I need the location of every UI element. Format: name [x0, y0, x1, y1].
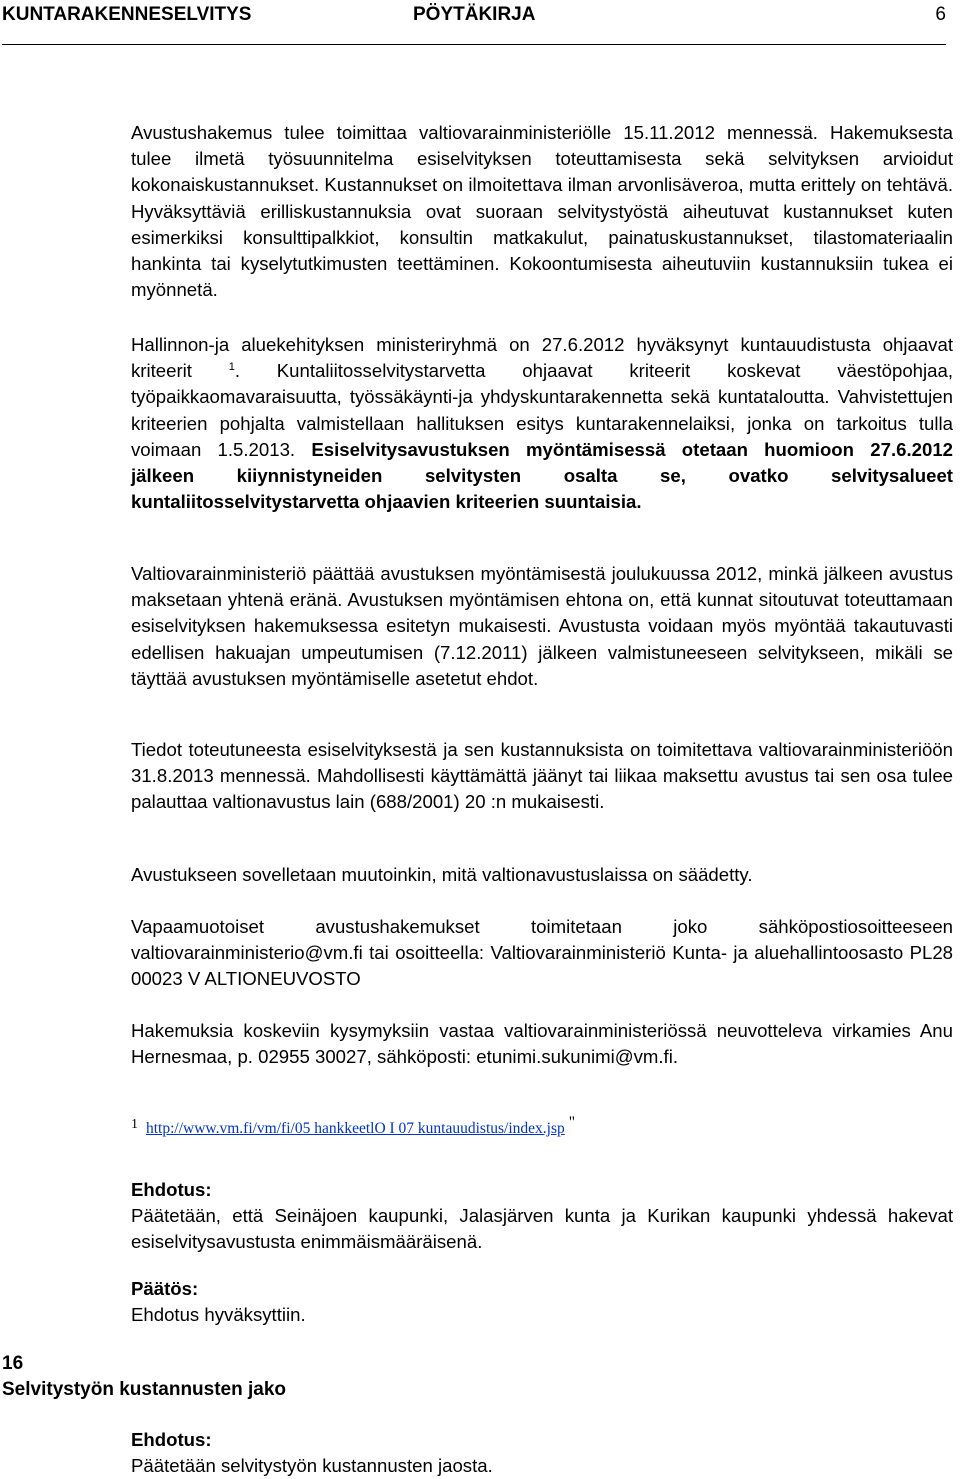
page-number: 6	[935, 4, 946, 25]
proposal-label: Ehdotus:	[131, 1429, 212, 1450]
paragraph-contact: Hakemuksia koskeviin kysymyksiin vastaa valtiovarainministeriössä neuvotteleva virkamies Anu Hernesmaa, p. 02955 30027, sähköposti: etunimi.sukunimi@vm.fi.	[131, 1020, 953, 1068]
header-title: KUNTARAKENNESELVITYS	[2, 4, 252, 25]
decision-text: Ehdotus hyväksyttiin.	[131, 1304, 306, 1326]
paragraph-grant-decision: Valtiovarainministeriö päättää avustuksen myöntämisestä joulukuussa 2012, minkä jälkeen avustus maksetaan yhtenä eränä. Avustuksen myöntämisen ehtona on, että kunnat sitoutuvat toteuttamaan esiselvityksen hakemuksessa esitetyn mukaisesti. Avustusta voidaan myös myöntää takautuvasti edellisen hakuajan umpeutumisen (7.12.2011) jälkeen valmistuneeseen selvitykseen, mikäli se täyttää avustuksen myöntämiselle asetetut ehdot.	[131, 563, 953, 689]
header-document-type: PÖYTÄKIRJA	[413, 4, 536, 25]
section-title: Selvitystyön kustannusten jako	[2, 1379, 287, 1400]
proposal-text: Päätetään, että Seinäjoen kaupunki, Jalasjärven kunta ja Kurikan kaupunki yhdessä hakevat esiselvitysavustusta enimmäismääräisenä.	[131, 1205, 953, 1253]
footnote-reference: 1	[228, 361, 235, 374]
decision-label: Päätös:	[131, 1278, 199, 1299]
proposal-text: Päätetään selvitystyön kustannusten jaosta.	[131, 1455, 493, 1477]
decision-block	[131, 1276, 953, 1328]
section-number: 16	[2, 1353, 24, 1374]
bold-emphasis: Esiselvitysavustuksen myöntämisessä otetaan huomioon 27.6.2012 jälkeen kiiynnistyneiden selvitysten osalta se, ovatko selvitysalueet kuntaliitosselvitystarvetta ohjaavien kriteerien suuntaisia.	[131, 438, 953, 513]
proposal-label: Ehdotus:	[131, 1179, 212, 1200]
paragraph-submission: Vapaamuotoiset avustushakemukset toimitetaan joko sähköpostiosoitteeseen valtiovarainministerio@vm.fi tai osoitteella: Valtiovarainministeriö Kunta- ja aluehallintoosasto PL28 00023 V ALTIONEUVOSTO	[131, 916, 953, 990]
header-rule	[2, 44, 946, 45]
footnote-trailing-quote: "	[568, 1114, 576, 1131]
paragraph-reporting: Tiedot toteutuneesta esiselvityksestä ja sen kustannuksista on toimitettava valtiovarainministeriöön 31.8.2013 mennessä. Mahdollisesti käyttämättä jäänyt tai liikaa maksettu avustus tai sen osa tulee palauttaa valtionavustus lain (688/2001) 20 :n mukaisesti.	[131, 739, 953, 813]
page-header	[2, 4, 946, 30]
paragraph-application-deadline: Avustushakemus tulee toimittaa valtiovarainministeriölle 15.11.2012 mennessä. Hakemuksesta tulee ilmetä työsuunnitelma esiselvityksen toteuttamisesta sekä selvityksen arvioidut kokonaiskustannukset. Kustannukset on ilmoitettava ilman arvonlisäveroa, mutta erittely on tehtävä. Hyväksyttäviä erilliskustannuksia ovat suoraan selvitystyöstä aiheutuvat kustannukset kuten esimerkiksi konsulttipalkkiot, konsultin matkakulut, painatuskustannukset, tilastomateriaalin hankinta tai kyselytutkimusten teettäminen. Kokoontumisesta aiheutuviin kustannuksiin tukea ei myönnetä.	[131, 122, 953, 301]
footnote-link[interactable]: http://www.vm.fi/vm/fi/05 hankkeetlO I 07 kuntauudistus/index.jsp	[146, 1120, 565, 1137]
footnote	[131, 1114, 575, 1138]
paragraph-law-applies: Avustukseen sovelletaan muutoinkin, mitä valtionavustuslaissa on säädetty.	[131, 864, 753, 885]
paragraph-criteria: Hallinnon-ja aluekehityksen ministeriryhmä on 27.6.2012 hyväksynyt kuntauudistusta ohjaavat kriteerit $^1$. Kuntaliitosselvitystarvetta ohjaavat kriteerit koskevat väestöpohjaa, työpaikkaomavaraisuutta, työssäkäynti-ja yhdyskuntarakennetta sekä kuntataloutta. Vahvistettujen kriteerien pohjalta valmistellaan hallituksen esitys kuntarakennelaiksi, jonka on tarkoitus tulla voimaan 1.5.2013. Esiselvitysavustuksen myöntämisessä otetaan huomioon 27.6.2012 jälkeen kiiynnistyneiden selvitysten osalta se, ovatko selvitysalueet kuntaliitosselvitystarvetta ohjaavien kriteerien suuntaisia.	[131, 334, 953, 513]
footnote-number: 1	[131, 1117, 138, 1132]
proposal-cost-sharing	[131, 1427, 953, 1479]
proposal-grant	[131, 1177, 953, 1256]
